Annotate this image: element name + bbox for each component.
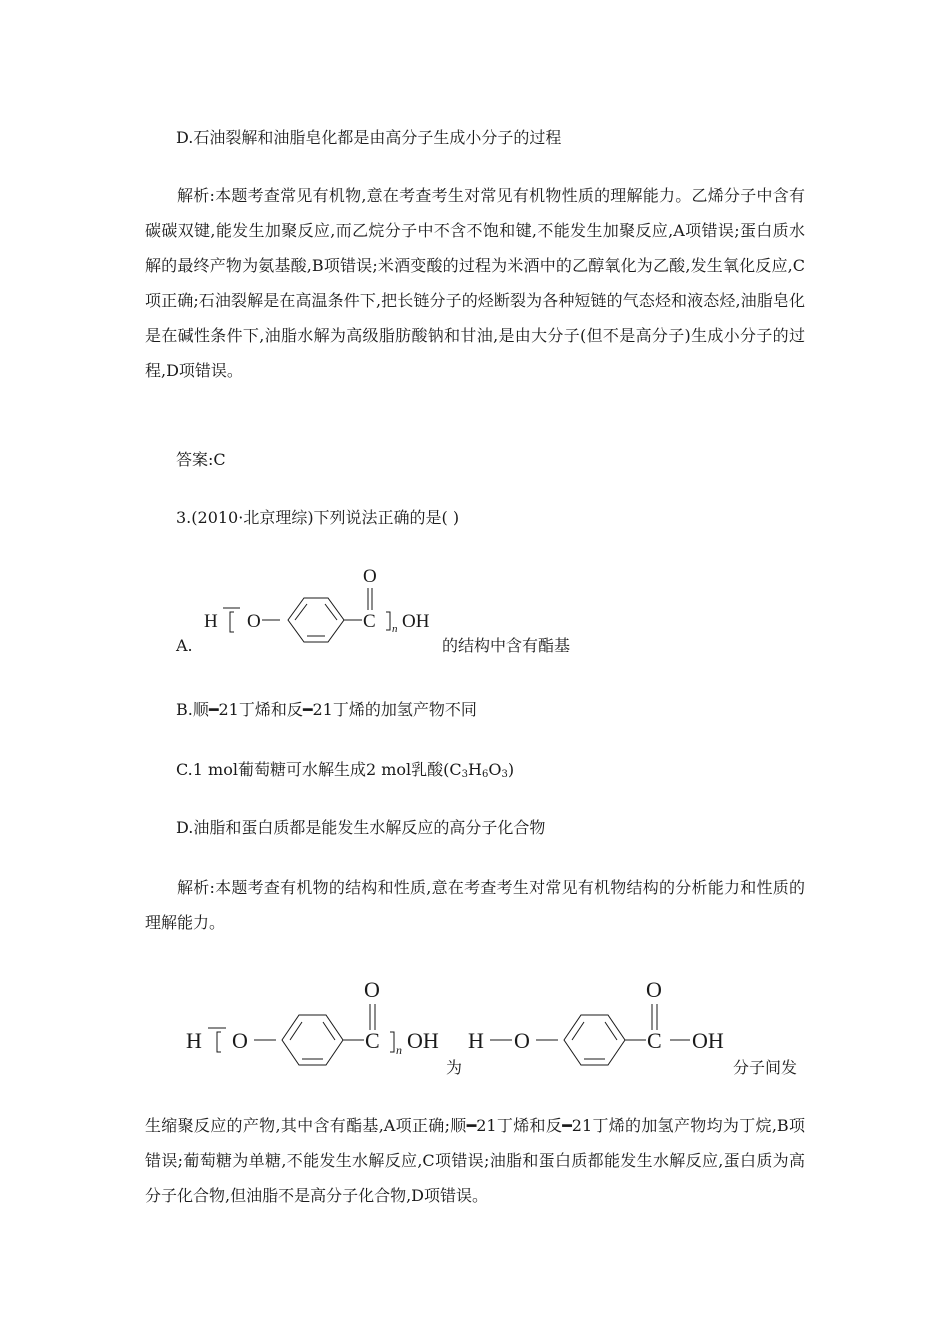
- subscript-n: n: [396, 1043, 402, 1057]
- polyester-formula-small: [200, 560, 450, 660]
- wei-text: 为: [446, 1058, 463, 1077]
- atom-oh: OH: [402, 611, 430, 632]
- answer: 答案:C: [176, 450, 226, 469]
- option-d-prev: D.石油裂解和油脂皂化都是由高分子生成小分子的过程: [176, 128, 562, 147]
- option-d: D.油脂和蛋白质都是能发生水解反应的高分子化合物: [176, 818, 546, 837]
- atom-h: H: [204, 611, 218, 632]
- atom-oh: OH: [692, 1028, 724, 1053]
- atom-o-carbonyl: O: [364, 977, 380, 1002]
- atom-c: C: [363, 611, 376, 632]
- hydroxybenzoic-acid-formula: [462, 970, 732, 1080]
- atom-o: O: [247, 611, 261, 632]
- analysis-3: 生缩聚反应的产物,其中含有酯基,A项正确;顺━21丁烯和反━21丁烯的加氢产物均为丁烷,B项错误;葡萄糖为单糖,不能发生水解反应,C项错误;油脂和蛋白质都能发生水解反应,蛋白质为高分子化合物,但油脂不是高分子化合物,D项错误。: [145, 1116, 805, 1205]
- atom-o: O: [232, 1028, 248, 1053]
- atom-c: C: [365, 1028, 380, 1053]
- atom-h: H: [186, 1028, 202, 1053]
- atom-o-carbonyl: O: [363, 566, 377, 587]
- question-3: 3.(2010·北京理综)下列说法正确的是( ): [176, 508, 460, 527]
- option-b: B.顺━21丁烯和反━21丁烯的加氢产物不同: [176, 700, 477, 719]
- option-c: C.1 mol葡萄糖可水解生成2 mol乳酸$(C_3H_6O_3)$: [176, 760, 515, 780]
- atom-o-carbonyl: O: [646, 977, 662, 1002]
- fenzi-text: 分子间发: [733, 1058, 798, 1077]
- atom-c: C: [647, 1028, 662, 1053]
- atom-o: O: [514, 1028, 530, 1053]
- option-a-prefix: A.: [176, 636, 193, 655]
- polyester-formula-large: [180, 970, 470, 1080]
- option-a-suffix: 的结构中含有酯基: [442, 636, 571, 655]
- atom-h: H: [468, 1028, 484, 1053]
- analysis-1: 解析:本题考查常见有机物,意在考查考生对常见有机物性质的理解能力。乙烯分子中含有碳碳双键,能发生加聚反应,而乙烷分子中不含不饱和键,不能发生加聚反应,A项错误;蛋白质水解的最终产物为氨基酸,B项错误;米酒变酸的过程为米酒中的乙醇氧化为乙酸,发生氧化反应,C项正确;石油裂解是在高温条件下,把长链分子的烃断裂为各种短链的气态烃和液态烃,油脂皂化是在碱性条件下,油脂水解为高级脂肪酸钠和甘油,是由大分子(但不是高分子)生成小分子的过程,D项错误。: [145, 186, 805, 380]
- analysis-2: 解析:本题考查有机物的结构和性质,意在考查考生对常见有机物结构的分析能力和性质的理解能力。: [145, 878, 805, 932]
- atom-oh: OH: [407, 1028, 439, 1053]
- subscript-n: n: [392, 623, 398, 635]
